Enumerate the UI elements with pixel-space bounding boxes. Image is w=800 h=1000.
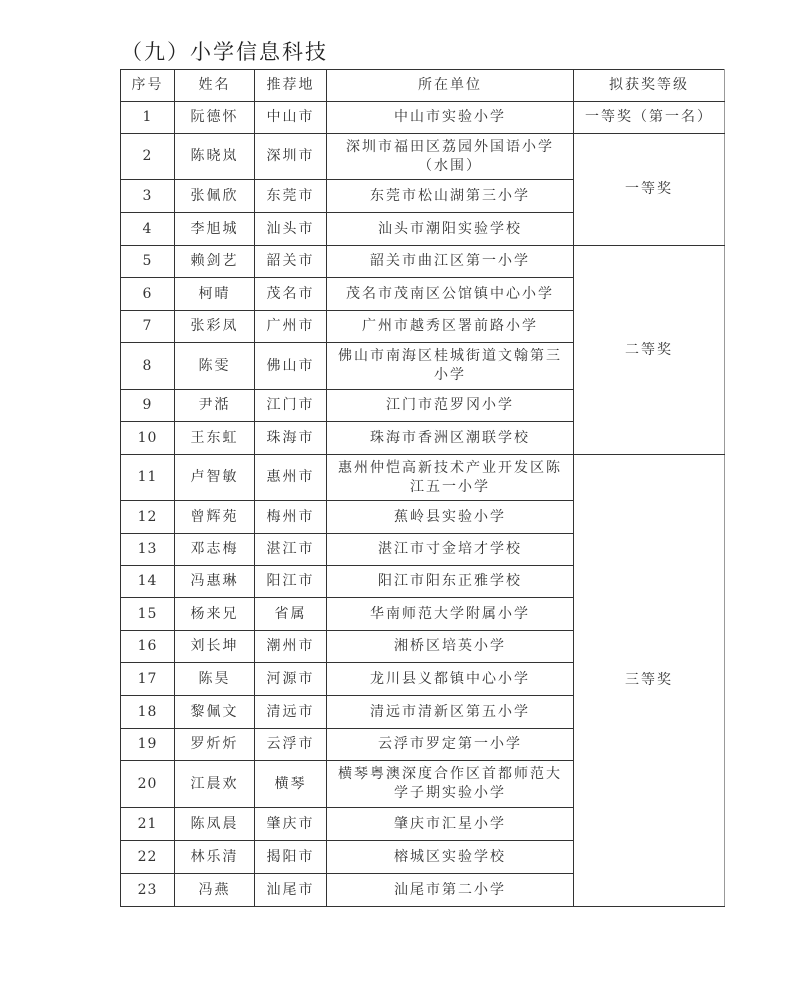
person-name: 卢智敏 — [175, 455, 255, 501]
row-number: 16 — [121, 631, 175, 663]
person-name: 张彩凤 — [175, 311, 255, 343]
person-name: 阮德怀 — [175, 102, 255, 134]
person-name: 冯燕 — [175, 874, 255, 907]
person-name: 赖剑艺 — [175, 246, 255, 278]
recommending-region: 中山市 — [255, 102, 327, 134]
row-number: 19 — [121, 729, 175, 761]
recommending-region: 潮州市 — [255, 631, 327, 663]
person-name: 王东虹 — [175, 422, 255, 455]
recommending-region: 珠海市 — [255, 422, 327, 455]
school-unit: 东莞市松山湖第三小学 — [327, 180, 574, 213]
recommending-region: 梅州市 — [255, 501, 327, 534]
row-number: 7 — [121, 311, 175, 343]
row-number: 13 — [121, 534, 175, 566]
person-name: 曾辉苑 — [175, 501, 255, 534]
school-unit: 韶关市曲江区第一小学 — [327, 246, 574, 278]
school-unit: 佛山市南海区桂城街道文翰第三小学 — [327, 343, 574, 390]
table-row — [121, 102, 725, 134]
recommending-region: 佛山市 — [255, 343, 327, 390]
row-number: 18 — [121, 696, 175, 729]
row-number: 4 — [121, 213, 175, 246]
row-number: 23 — [121, 874, 175, 907]
header-award: 拟获奖等级 — [574, 70, 725, 102]
recommending-region: 韶关市 — [255, 246, 327, 278]
person-name: 张佩欣 — [175, 180, 255, 213]
row-number: 17 — [121, 663, 175, 696]
table-row — [121, 134, 725, 180]
row-number: 3 — [121, 180, 175, 213]
school-unit: 江门市范罗冈小学 — [327, 390, 574, 422]
header-no: 序号 — [121, 70, 175, 102]
person-name: 刘长坤 — [175, 631, 255, 663]
recommending-region: 广州市 — [255, 311, 327, 343]
recommending-region: 清远市 — [255, 696, 327, 729]
person-name: 罗炘炘 — [175, 729, 255, 761]
person-name: 陈凤晨 — [175, 808, 255, 841]
recommending-region: 茂名市 — [255, 278, 327, 311]
school-unit: 中山市实验小学 — [327, 102, 574, 134]
recommending-region: 汕头市 — [255, 213, 327, 246]
school-unit: 肇庆市汇星小学 — [327, 808, 574, 841]
award-table — [120, 69, 725, 907]
header-name: 姓名 — [175, 70, 255, 102]
school-unit: 蕉岭县实验小学 — [327, 501, 574, 534]
school-unit: 榕城区实验学校 — [327, 841, 574, 874]
recommending-region: 湛江市 — [255, 534, 327, 566]
table-row — [121, 246, 725, 278]
row-number: 22 — [121, 841, 175, 874]
row-number: 15 — [121, 598, 175, 631]
school-unit: 珠海市香洲区潮联学校 — [327, 422, 574, 455]
recommending-region: 肇庆市 — [255, 808, 327, 841]
recommending-region: 省属 — [255, 598, 327, 631]
school-unit: 华南师范大学附属小学 — [327, 598, 574, 631]
award-level: 三等奖 — [574, 455, 725, 907]
person-name: 陈雯 — [175, 343, 255, 390]
row-number: 10 — [121, 422, 175, 455]
person-name: 邓志梅 — [175, 534, 255, 566]
school-unit: 茂名市茂南区公馆镇中心小学 — [327, 278, 574, 311]
recommending-region: 东莞市 — [255, 180, 327, 213]
person-name: 陈昊 — [175, 663, 255, 696]
person-name: 黎佩文 — [175, 696, 255, 729]
award-level: 一等奖（第一名） — [574, 102, 725, 134]
row-number: 20 — [121, 761, 175, 808]
header-unit: 所在单位 — [327, 70, 574, 102]
school-unit: 清远市清新区第五小学 — [327, 696, 574, 729]
school-unit: 湛江市寸金培才学校 — [327, 534, 574, 566]
recommending-region: 深圳市 — [255, 134, 327, 180]
person-name: 杨来兄 — [175, 598, 255, 631]
school-unit: 深圳市福田区荔园外国语小学（水围） — [327, 134, 574, 180]
recommending-region: 河源市 — [255, 663, 327, 696]
row-number: 14 — [121, 566, 175, 598]
person-name: 柯晴 — [175, 278, 255, 311]
award-level: 一等奖 — [574, 134, 725, 246]
award-level: 二等奖 — [574, 246, 725, 455]
recommending-region: 江门市 — [255, 390, 327, 422]
person-name: 陈晓岚 — [175, 134, 255, 180]
person-name: 李旭城 — [175, 213, 255, 246]
recommending-region: 云浮市 — [255, 729, 327, 761]
row-number: 9 — [121, 390, 175, 422]
recommending-region: 揭阳市 — [255, 841, 327, 874]
person-name: 冯惠琳 — [175, 566, 255, 598]
school-unit: 阳江市阳东正雅学校 — [327, 566, 574, 598]
recommending-region: 横琴 — [255, 761, 327, 808]
person-name: 江晨欢 — [175, 761, 255, 808]
recommending-region: 惠州市 — [255, 455, 327, 501]
school-unit: 惠州仲恺高新技术产业开发区陈江五一小学 — [327, 455, 574, 501]
row-number: 5 — [121, 246, 175, 278]
row-number: 1 — [121, 102, 175, 134]
row-number: 11 — [121, 455, 175, 501]
school-unit: 汕头市潮阳实验学校 — [327, 213, 574, 246]
row-number: 21 — [121, 808, 175, 841]
header-region: 推荐地 — [255, 70, 327, 102]
school-unit: 湘桥区培英小学 — [327, 631, 574, 663]
table-row — [121, 455, 725, 501]
school-unit: 汕尾市第二小学 — [327, 874, 574, 907]
section-title: （九）小学信息科技 — [121, 40, 328, 64]
school-unit: 龙川县义都镇中心小学 — [327, 663, 574, 696]
recommending-region: 汕尾市 — [255, 874, 327, 907]
school-unit: 横琴粤澳深度合作区首都师范大学子期实验小学 — [327, 761, 574, 808]
school-unit: 云浮市罗定第一小学 — [327, 729, 574, 761]
header-row — [121, 70, 725, 102]
school-unit: 广州市越秀区署前路小学 — [327, 311, 574, 343]
row-number: 12 — [121, 501, 175, 534]
row-number: 6 — [121, 278, 175, 311]
person-name: 林乐清 — [175, 841, 255, 874]
row-number: 2 — [121, 134, 175, 180]
recommending-region: 阳江市 — [255, 566, 327, 598]
row-number: 8 — [121, 343, 175, 390]
person-name: 尹湉 — [175, 390, 255, 422]
